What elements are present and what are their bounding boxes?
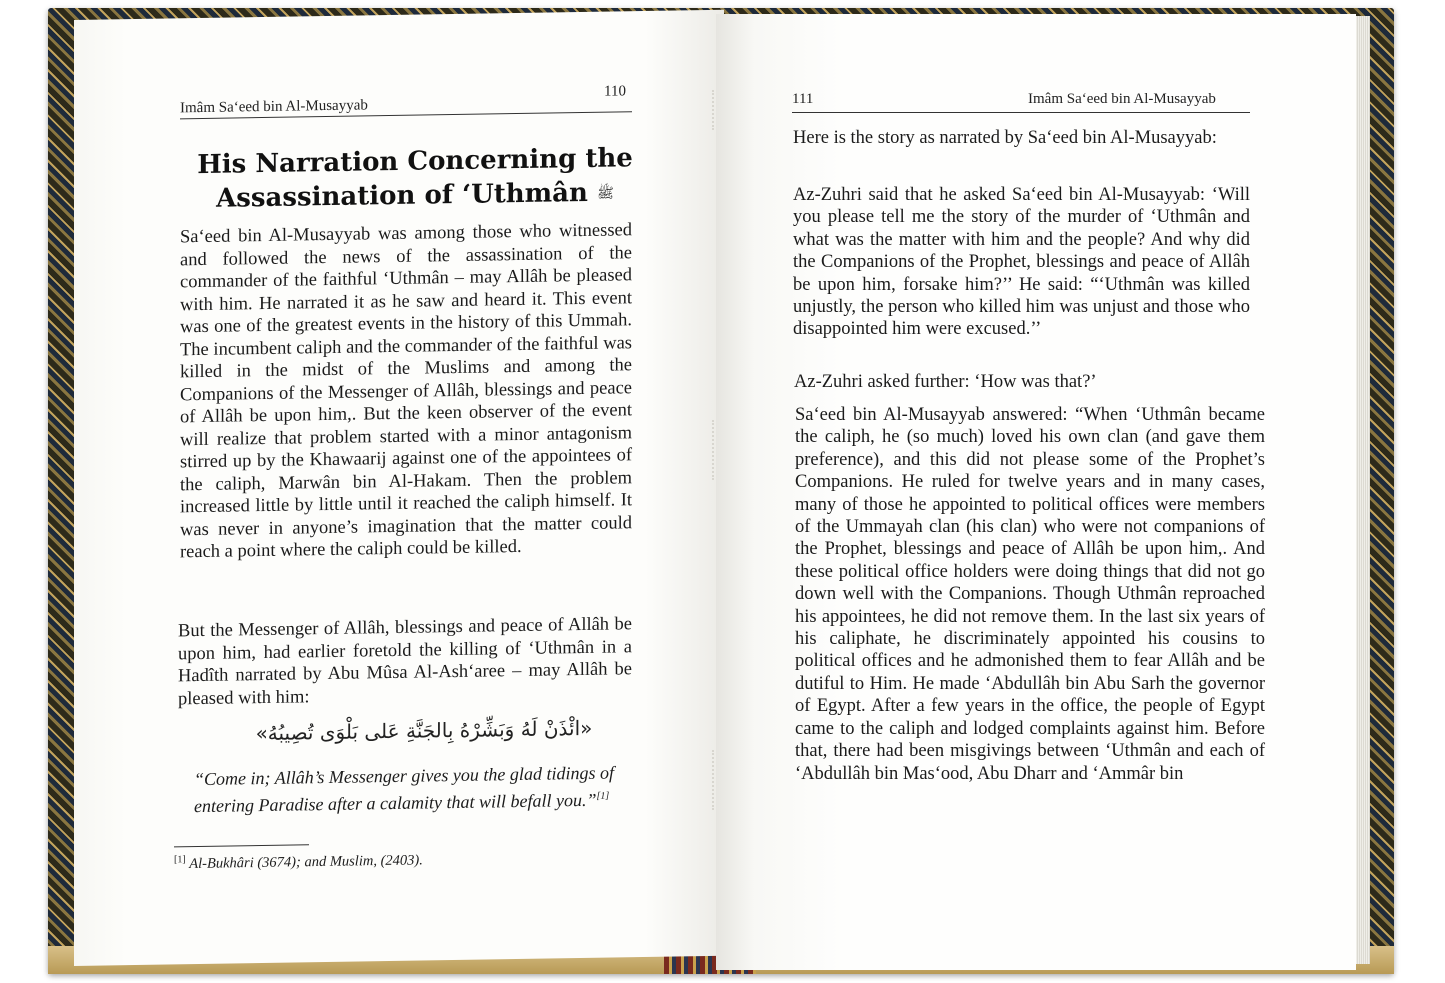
chapter-title-line1: His Narration Concerning the: [197, 143, 633, 181]
page-edges: [1356, 16, 1370, 964]
footnote: [174, 851, 423, 874]
right-head-rule: [792, 112, 1250, 113]
arabic-hadith: «ائْذَنْ لَهُ وَبَشِّرْهُ بِالجَنَّةِ عَلى بَلْوَى تُصِيبُهُ»: [255, 715, 593, 746]
left-paragraph-1: Sa‘eed bin Al-Musayyab was among those who witnessed and followed the news of the assassination of the commander of the faithful ‘Uthmân – may Allâh be pleased with him. He narrated it as he saw and heard it. This event was one of the greatest events in the history of this Ummah. The incumbent caliph and the commander of the faithful was killed in the midst of the Muslims and among the Companions of the Messenger of Allâh, blessings and peace of Allâh be upon him,. But the keen observer of the event will realize that problem started with a minor antagonism stirred up by the Khawaarij against one of the appointees of the caliph, Marwân bin Al-Hakam. Then the problem increased little by little until it reached the caliph himself. It was never in anyone’s imagination that the matter could reach a point where the caliph could be killed.: [180, 220, 632, 563]
left-running-head: Imâm Sa‘eed bin Al-Musayyab: [180, 97, 368, 117]
chapter-title-line2-wrap: [180, 175, 650, 217]
hadith-translation: [194, 762, 614, 819]
right-page-number: 111: [792, 91, 814, 107]
binding-stitch: [712, 750, 722, 810]
right-page: [716, 14, 1356, 970]
footnote-rule: [174, 844, 309, 847]
left-page-number: 110: [604, 83, 626, 100]
right-paragraph-4: Sa‘eed bin Al-Musayyab answered: “When ‘Uthmân became the caliph, he (so much) loved his own clan (and gave them preference), and this did not please some of the Prophet’s Companions. He ruled for twelve years and in many cases, many of those he appointed to political offices were members of the Ummayah clan (his clan) who were not companions of the Prophet, blessings and peace of Allâh be upon him,. And these political office holders were doing things that did not go down well with the Companions. Though Uthmân reproached his appointees, he did not remove them. In the last six years of his caliphate, he discriminately appointed his cousins to political offices and he admonished them to fear Allâh and be dutiful to Him. He made ‘Abdullâh bin Abu Sarh the governor of Egypt. After a few years in the office, the people of Egypt came to the caliph and lodged complaints against him. Before that, there had been misgivings between ‘Uthmân and each of ‘Abdullâh bin Mas‘ood, Abu Dharr and ‘Ammâr bin: [795, 405, 1265, 784]
hadith-translation-text: “Come in; Allâh’s Messenger gives you the glad tidings of entering Paradise after a calamity that will befall you.”: [194, 762, 614, 817]
chapter-title: [180, 141, 650, 217]
right-running-head: Imâm Sa‘eed bin Al-Musayyab: [1028, 91, 1216, 107]
quote-note-ref: [1]: [596, 790, 610, 802]
footnote-marker: [1]: [174, 854, 186, 866]
binding-stitch: [712, 420, 722, 480]
right-paragraph-3: Az-Zuhri asked further: ‘How was that?’: [794, 372, 1097, 392]
left-page: [74, 10, 724, 966]
left-paragraph-2: But the Messenger of Allâh, blessings and peace of Allâh be upon him, had earlier foretold the killing of ‘Uthmân in a Hadîth narrated by Abu Mûsa Al-Ash‘aree – may Allâh be pleased with him:: [178, 614, 632, 709]
honor-mark-icon: ﷺ: [597, 185, 614, 202]
chapter-title-line2: Assassination of ‘Uthmân: [216, 177, 588, 214]
footnote-text: Al-Bukhâri (3674); and Muslim, (2403).: [189, 852, 423, 873]
right-paragraph-2: Az-Zuhri said that he asked Sa‘eed bin Al-Musayyab: ‘Will you please tell me the story of the murder of ‘Uthmân and what was the matter with him and the people? And why did the Companions of the Prophet, blessings and peace of Allâh be upon him, forsake him?’’ He said: “‘Uthmân was killed unjustly, the person who killed him was unjust and those who disappointed him were excused.’’: [793, 185, 1250, 340]
right-paragraph-1: Here is the story as narrated by Sa‘eed bin Al-Musayyab:: [793, 128, 1217, 148]
binding-stitch: [712, 90, 722, 130]
